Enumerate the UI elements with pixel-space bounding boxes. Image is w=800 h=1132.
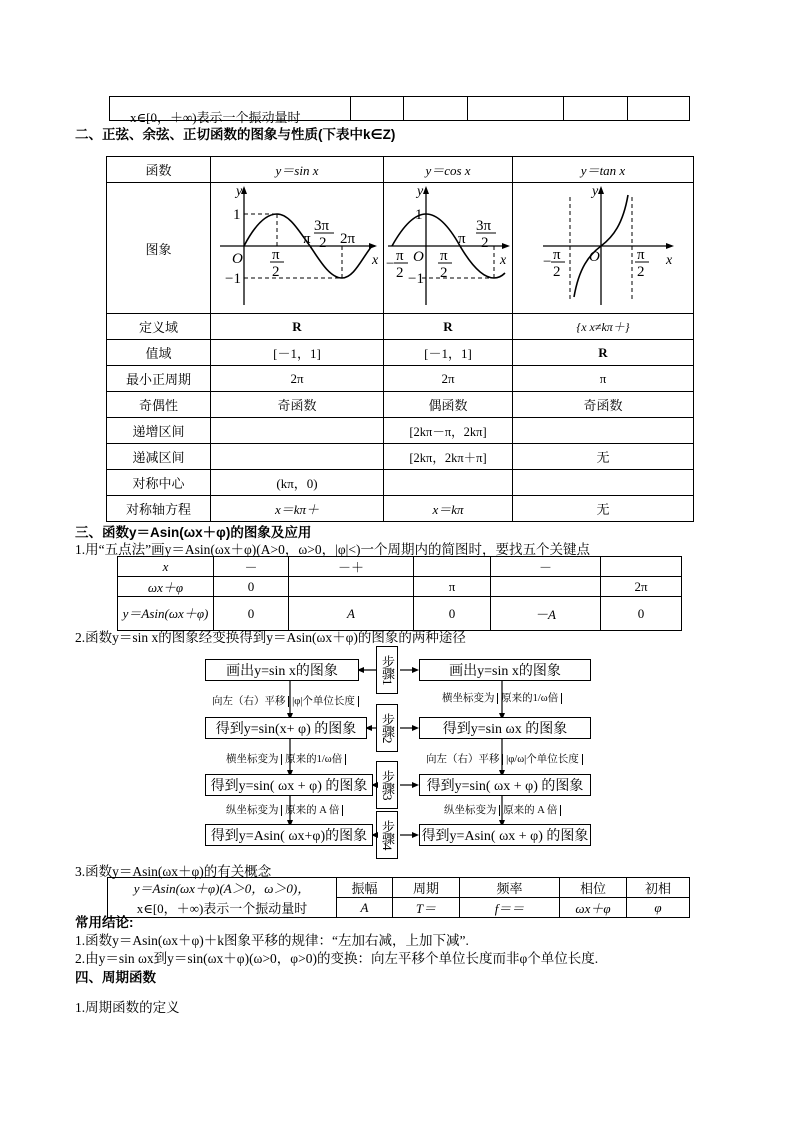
cos-graph-cell bbox=[384, 183, 513, 314]
concept-table bbox=[107, 877, 690, 918]
fp-x-3 bbox=[414, 557, 491, 577]
period-tan: π bbox=[513, 366, 694, 392]
concept-v-period: T＝ bbox=[393, 898, 460, 918]
top-fragment-text: x∈[0，＋∞)表示一个振动量时 bbox=[130, 110, 301, 125]
section3-item1: 1.用“五点法”画y＝Asin(ωx＋φ)(A>0，ω>0，|φ|<)一个周期内的简图时，要找五个关键点 bbox=[75, 542, 590, 557]
left-note-3b: 原来的 A 倍 bbox=[281, 805, 343, 816]
tick-neg-pi-over-2-den: 2 bbox=[396, 265, 404, 281]
tick-2pi: 2π bbox=[340, 231, 356, 247]
axis-sin: x＝kπ＋ bbox=[211, 496, 384, 522]
tan-graph-cell bbox=[513, 183, 694, 314]
row-label-axis: 对称轴方程 bbox=[107, 496, 211, 522]
fp-phase-5: 2π bbox=[601, 577, 682, 597]
fp-phase-label: ωx＋φ bbox=[118, 577, 214, 597]
section4-title: 四、周期函数 bbox=[75, 970, 156, 985]
tick-pi-over-2-den: 2 bbox=[272, 264, 280, 280]
domain-cos: R bbox=[384, 314, 513, 340]
fp-x-4: － bbox=[491, 557, 601, 577]
center-tan bbox=[513, 470, 694, 496]
tick-pi-over-2-den: 2 bbox=[637, 264, 645, 280]
concept-h-frequency: 频率 bbox=[460, 878, 560, 898]
row-label-center: 对称中心 bbox=[107, 470, 211, 496]
right-note-1b: 原来的1/ω倍 bbox=[497, 693, 562, 704]
tick-one: 1 bbox=[415, 207, 423, 223]
section3-item2: 2.函数y＝sin x的图象经变换得到y＝Asin(ωx＋φ)的图象的两种途径 bbox=[75, 630, 466, 645]
center-sin: (kπ，0) bbox=[211, 470, 384, 496]
right-step1-box: 画出y=sin x的图象 bbox=[419, 659, 591, 681]
tick-neg-one: −1 bbox=[225, 271, 241, 287]
concept-desc-1: y＝Asin(ωx＋φ)(A＞0，ω＞0)， bbox=[108, 878, 337, 898]
right-note-3 bbox=[444, 802, 561, 817]
section3-item3: 3.函数y＝Asin(ωx＋φ)的有关概念 bbox=[75, 864, 272, 879]
domain-tan: {x x≠kπ＋} bbox=[513, 314, 694, 340]
y-axis-label: y bbox=[592, 184, 599, 199]
section4-item1: 1.周期函数的定义 bbox=[75, 1000, 180, 1015]
tick-pi: π bbox=[303, 231, 311, 247]
range-sin: [－1，1] bbox=[211, 340, 384, 366]
top-fragment-cell bbox=[110, 97, 351, 125]
fp-x-2: －＋ bbox=[289, 557, 414, 577]
header-sin: y＝sin x bbox=[211, 157, 384, 183]
step1-label: 步骤1 bbox=[376, 646, 398, 694]
x-axis-label: x bbox=[500, 253, 507, 268]
fp-y-label: y＝Asin(ωx＋φ) bbox=[118, 597, 214, 631]
period-sin: 2π bbox=[211, 366, 384, 392]
row-label-period: 最小正周期 bbox=[107, 366, 211, 392]
tick-pi-over-2-num: π bbox=[637, 247, 645, 263]
left-step2-box: 得到y=sin(x+ φ) 的图象 bbox=[205, 717, 367, 739]
axis-cos: x＝kπ bbox=[384, 496, 513, 522]
empty-cell bbox=[404, 97, 468, 121]
right-note-1 bbox=[442, 690, 562, 705]
empty-cell bbox=[563, 97, 627, 121]
section3-title: 三、函数y＝Asin(ωx＋φ)的图象及应用 bbox=[75, 525, 312, 540]
row-label-decreasing: 递减区间 bbox=[107, 444, 211, 470]
decreasing-tan: 无 bbox=[513, 444, 694, 470]
left-note-1a: 向左（右）平移 bbox=[212, 696, 286, 707]
decreasing-sin bbox=[211, 444, 384, 470]
left-note-2 bbox=[226, 751, 346, 766]
right-step2-box: 得到y=sin ωx 的图象 bbox=[419, 717, 591, 739]
tick-3pi-over-2-den: 2 bbox=[319, 235, 327, 251]
sin-graph bbox=[212, 183, 382, 309]
increasing-tan bbox=[513, 418, 694, 444]
origin-label: O bbox=[589, 249, 600, 265]
range-tan: R bbox=[513, 340, 694, 366]
right-note-2a: 向左（右）平移 bbox=[426, 754, 500, 765]
fp-phase-1: 0 bbox=[214, 577, 289, 597]
tick-pi-over-2-den: 2 bbox=[440, 265, 448, 281]
period-cos: 2π bbox=[384, 366, 513, 392]
left-note-3a: 纵坐标变为 bbox=[226, 805, 279, 816]
cos-graph bbox=[384, 183, 512, 309]
header-cos: y＝cos x bbox=[384, 157, 513, 183]
center-cos bbox=[384, 470, 513, 496]
right-note-2 bbox=[426, 751, 583, 766]
fp-phase-4 bbox=[491, 577, 601, 597]
tick-pi-over-2-num: π bbox=[272, 247, 280, 263]
tick-neg-pi-over-2-num: π bbox=[553, 247, 561, 263]
right-step3-box: 得到y=sin( ωx + φ) 的图象 bbox=[419, 774, 591, 796]
concept-h-period: 周期 bbox=[393, 878, 460, 898]
step3-label: 步骤3 bbox=[376, 761, 398, 809]
parity-cos: 偶函数 bbox=[384, 392, 513, 418]
row-label-increasing: 递增区间 bbox=[107, 418, 211, 444]
concept-desc-2: x∈[0，＋∞)表示一个振动量时 bbox=[108, 898, 337, 918]
tick-neg-pi-over-2-num: π bbox=[396, 248, 404, 264]
domain-sin: R bbox=[211, 314, 384, 340]
fp-phase-3: π bbox=[414, 577, 491, 597]
empty-cell bbox=[468, 97, 564, 121]
x-axis-label: x bbox=[666, 253, 673, 268]
concept-v-initial: φ bbox=[627, 898, 690, 918]
tick-neg-sign: − bbox=[543, 254, 552, 270]
tick-neg-one: −1 bbox=[408, 271, 424, 287]
left-step3-box: 得到y=sin( ωx + φ) 的图象 bbox=[205, 774, 373, 796]
concept-v-amplitude: A bbox=[337, 898, 393, 918]
left-step4-box: 得到y=Asin( ωx+φ)的图象 bbox=[205, 824, 373, 846]
step4-label: 步骤4 bbox=[376, 811, 398, 859]
empty-cell bbox=[627, 97, 689, 121]
fp-phase-2 bbox=[289, 577, 414, 597]
right-note-1a: 横坐标变为 bbox=[442, 693, 495, 704]
sin-graph-cell bbox=[211, 183, 384, 314]
origin-label: O bbox=[413, 249, 424, 265]
tick-one: 1 bbox=[233, 207, 241, 223]
y-axis-label: y bbox=[417, 184, 424, 199]
concept-v-frequency: f＝＝ bbox=[460, 898, 560, 918]
right-step4-box: 得到y=Asin( ωx + φ) 的图象 bbox=[419, 824, 591, 846]
tan-graph bbox=[513, 183, 693, 309]
fp-x-label: x bbox=[118, 557, 214, 577]
axis-tan: 无 bbox=[513, 496, 694, 522]
conclusion-title: 常用结论: bbox=[75, 915, 134, 930]
left-note-1 bbox=[212, 693, 359, 708]
tick-pi-over-2-num: π bbox=[440, 248, 448, 264]
header-tan: y＝tan x bbox=[513, 157, 694, 183]
concept-h-initial: 初相 bbox=[627, 878, 690, 898]
right-note-3b: 原来的 A 倍 bbox=[499, 805, 561, 816]
concept-v-phase: ωx＋φ bbox=[560, 898, 627, 918]
left-step1-box: 画出y=sin x的图象 bbox=[205, 659, 359, 681]
fp-x-5 bbox=[601, 557, 682, 577]
left-note-1b: |φ|个单位长度 bbox=[288, 696, 359, 707]
tick-neg-sign: − bbox=[386, 256, 395, 272]
tick-3pi-over-2-num: 3π bbox=[314, 218, 330, 234]
top-table-fragment bbox=[109, 96, 690, 125]
range-cos: [－1，1] bbox=[384, 340, 513, 366]
row-label-parity: 奇偶性 bbox=[107, 392, 211, 418]
increasing-sin bbox=[211, 418, 384, 444]
concept-h-amplitude: 振幅 bbox=[337, 878, 393, 898]
section2-title: 二、正弦、余弦、正切函数的图象与性质(下表中k∈Z) bbox=[75, 127, 396, 142]
left-note-2b: 原来的1/ω倍 bbox=[281, 754, 346, 765]
origin-label: O bbox=[232, 251, 243, 267]
left-note-3 bbox=[226, 802, 343, 817]
conclusion-2: 2.由y＝sin ωx到y＝sin(ωx＋φ)(ω>0，φ>0)的变换：向左平移个单位长度而非φ个单位长度. bbox=[75, 951, 599, 966]
step2-label: 步骤2 bbox=[376, 704, 398, 752]
fp-y-3: 0 bbox=[414, 597, 491, 631]
tick-pi: π bbox=[458, 231, 466, 247]
fp-y-1: 0 bbox=[214, 597, 289, 631]
increasing-cos: [2kπ－π，2kπ] bbox=[384, 418, 513, 444]
right-note-2b: |φ/ω|个单位长度 bbox=[502, 754, 583, 765]
y-axis-label: y bbox=[236, 184, 243, 199]
row-label-domain: 定义域 bbox=[107, 314, 211, 340]
tick-3pi-over-2-num: 3π bbox=[476, 218, 492, 234]
tick-3pi-over-2-den: 2 bbox=[481, 235, 489, 251]
fp-x-1: － bbox=[214, 557, 289, 577]
parity-sin: 奇函数 bbox=[211, 392, 384, 418]
empty-cell bbox=[350, 97, 404, 121]
five-point-table bbox=[117, 556, 682, 631]
parity-tan: 奇函数 bbox=[513, 392, 694, 418]
decreasing-cos: [2kπ，2kπ＋π] bbox=[384, 444, 513, 470]
graph-row-label: 图象 bbox=[107, 183, 211, 314]
fp-y-5: 0 bbox=[601, 597, 682, 631]
tick-neg-pi-over-2-den: 2 bbox=[553, 264, 561, 280]
conclusion-1: 1.函数y＝Asin(ωx＋φ)＋k图象平移的规律：“左加右减，上加下减”. bbox=[75, 933, 469, 948]
trig-properties-table bbox=[106, 156, 694, 522]
fp-y-2: A bbox=[289, 597, 414, 631]
concept-h-phase: 相位 bbox=[560, 878, 627, 898]
left-note-2a: 横坐标变为 bbox=[226, 754, 279, 765]
right-note-3a: 纵坐标变为 bbox=[444, 805, 497, 816]
fp-y-4: －A bbox=[491, 597, 601, 631]
header-function: 函数 bbox=[107, 157, 211, 183]
x-axis-label: x bbox=[372, 253, 379, 268]
row-label-range: 值域 bbox=[107, 340, 211, 366]
